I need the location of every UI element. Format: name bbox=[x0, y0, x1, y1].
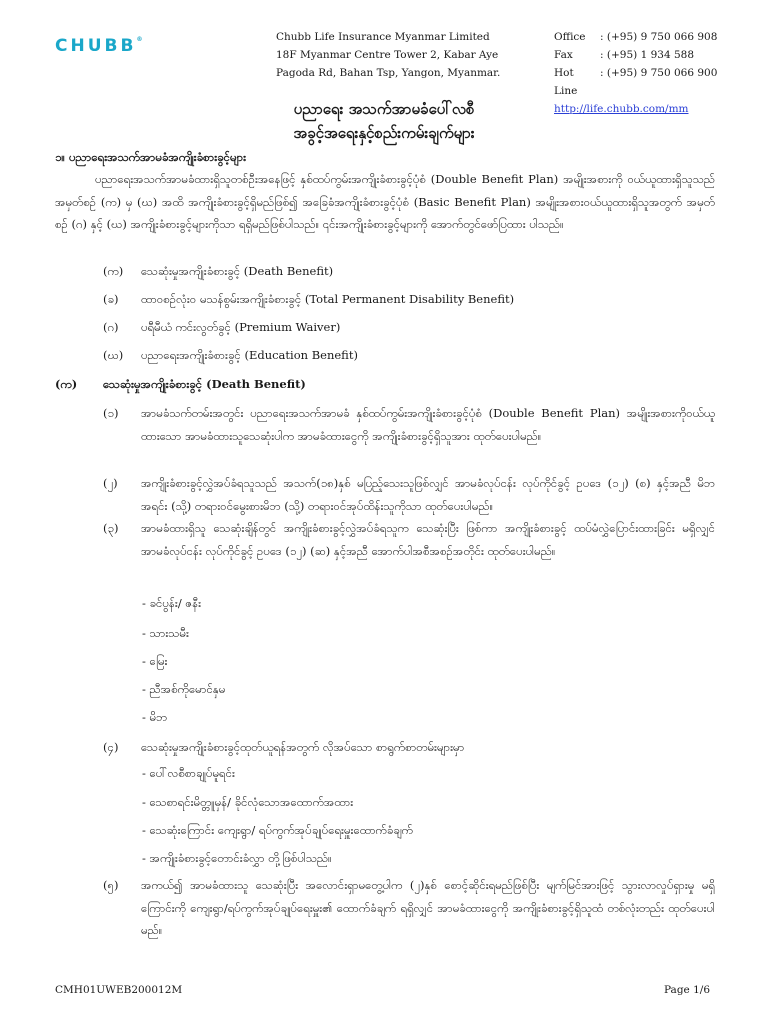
website-link[interactable]: http://life.chubb.com/mm bbox=[554, 103, 689, 115]
address-line-1: 18F Myanmar Centre Tower 2, Kabar Aye bbox=[276, 49, 499, 61]
document-item: - ပေါ်လစီစာချုပ်မူရင်း bbox=[142, 766, 235, 780]
document-item: - အကျိုးခံစားခွင့်တောင်းခံလွှာ တို့ဖြစ်ပါသည်။ bbox=[142, 851, 332, 865]
address-line-2: Pagoda Rd, Bahan Tsp, Yangon, Myanmar. bbox=[276, 67, 501, 79]
chubb-logo: CHUBB® bbox=[55, 36, 143, 56]
fax-row: Fax : (+95) 1 934 588 bbox=[554, 49, 695, 61]
heir-item: - မိဘ bbox=[142, 710, 168, 724]
heir-item: - ခင်ပွန်း/ ဇနီး bbox=[142, 596, 202, 610]
company-name: Chubb Life Insurance Myanmar Limited bbox=[276, 31, 490, 43]
heir-item: - မြေး bbox=[142, 654, 168, 668]
document-item: - သေဆုံးကြောင်း ကျေးရွာ/ ရပ်ကွက်အုပ်ချုပ်ရေးမှူးထောက်ခံချက် bbox=[142, 823, 413, 837]
office-row: Office : (+95) 9 750 066 908 bbox=[554, 31, 718, 43]
document-title: ပညာရေး အသက်အာမခံပေါ်လစီ bbox=[293, 100, 475, 118]
page-number: Page 1/6 bbox=[663, 984, 710, 996]
document-subtitle: အခွင့်အရေးနှင့်စည်းကမ်းချက်များ bbox=[293, 124, 475, 142]
document-item: - သေစာရင်းမိတ္တူမှန်/ ခိုင်လုံသောအထောက်အထား bbox=[142, 795, 354, 809]
heir-item: - သားသမီး bbox=[142, 626, 189, 640]
section-1-paragraph: ပညာရေးအသက်အာမခံထားရှိသူတစ်ဦးအနေဖြင့် နှစ်ထပ်ကွမ်းအကျိုးခံစားခွင့်ပုံစံ (Double Benefit Plan) အမျိုးအစားကို ဝယ်ယူထားရှိသူသည် အမှတ်စဉ် (က) မှ (ဃ) အထိ အကျိုးခံစားခွင့်ရှိမည်ဖြစ်၍ အခြေခံအကျိုးခံစားခွင့်ပုံစံ (Basic Benefit Plan) အမျိုးအစားဝယ်ယူထားရှိသူအတွက် အမှတ်စဉ် (ဂ) နှင့် (ဃ) အကျိုးခံစားခွင့်များကိုသာ ရရှိမည်ဖြစ်ပါသည်။ ၎င်းအကျိုးခံစားခွင့်များကို အောက်တွင်ဖော်ပြထား ပါသည်။ bbox=[55, 172, 715, 231]
hotline-row: Hot Line : (+95) 9 750 066 900 bbox=[554, 67, 718, 97]
heir-item: - ညီအစ်ကိုမောင်နှမ bbox=[142, 682, 226, 696]
document-code: CMH01UWEB200012M bbox=[55, 984, 183, 996]
section-1-heading: ၁။ ပညာရေးအသက်အာမခံအကျိုးခံစားခွင့်များ bbox=[55, 150, 247, 164]
company-address bbox=[276, 28, 500, 82]
